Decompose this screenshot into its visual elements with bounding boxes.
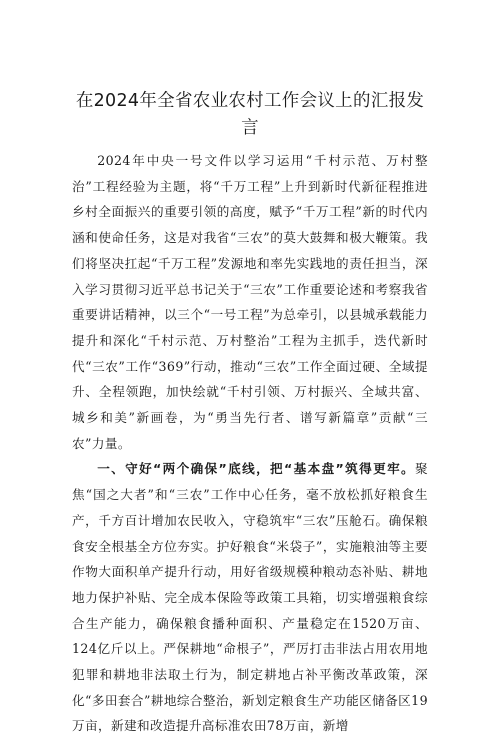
section-heading: 一、守好“两个确保”底线，把“基本盘”筑得更牢。 bbox=[97, 461, 415, 477]
document-title: 在2024年全省农业农村工作会议上的汇报发言 bbox=[75, 91, 425, 138]
paragraph-text: 聚焦“国之大者”和“三农”工作中心任务，毫不放松抓好粮食生产，千方百计增加农民收入，守稳筑牢“三农”压舱石。确保粮食安全根基全方位夯实。护好粮食“米袋子”，实施粮油等主要作物大面积单产提升行动，用好省级规模种粮动态补贴、耕地地力保护补贴、完全成本保险等政策工具箱，切实增强粮食综合生产能力，确保粮食播种面积、产量稳定在1520万亩、124亿斤以上。严保耕地“命根子”，严厉打击非法占用农用地犯罪和耕地非法取土行为，制定耕地占补平衡改革政策，深化“多田套合”耕地综合整治，新划定粮食生产功能区储备区19万亩，新建和改造提升高标准农田78万亩，新增 bbox=[72, 461, 428, 734]
paragraph-text: 2024年中央一号文件以学习运用“千村示范、万村整治”工程经验为主题，将“千万工程”上升到新时代新征程推进乡村全面振兴的重要引领的高度，赋予“千万工程”新的时代内涵和使命任务，这是对我省“三农”的莫大鼓舞和极大鞭策。我们将坚决扛起“千万工程”发源地和率先实践地的责任担当，深入学习贯彻习近平总书记关于“三农”工作重要论述和考察我省重要讲话精神，以三个“一号工程”为总牵引，以县城承载能力提升和深化“千村示范、万村整治”工程为主抓手，迭代新时代“三农”工作“369”行动，推动“三农”工作全面过硬、全域提升、全程领跑，加快绘就“千村引领、万村振兴、全域共富、城乡和美”新画卷，为“勇当先行者、谱写新篇章”贡献“三农”力量。 bbox=[72, 153, 428, 451]
paragraph-section-1 bbox=[72, 456, 428, 739]
paragraph-intro bbox=[72, 148, 428, 456]
